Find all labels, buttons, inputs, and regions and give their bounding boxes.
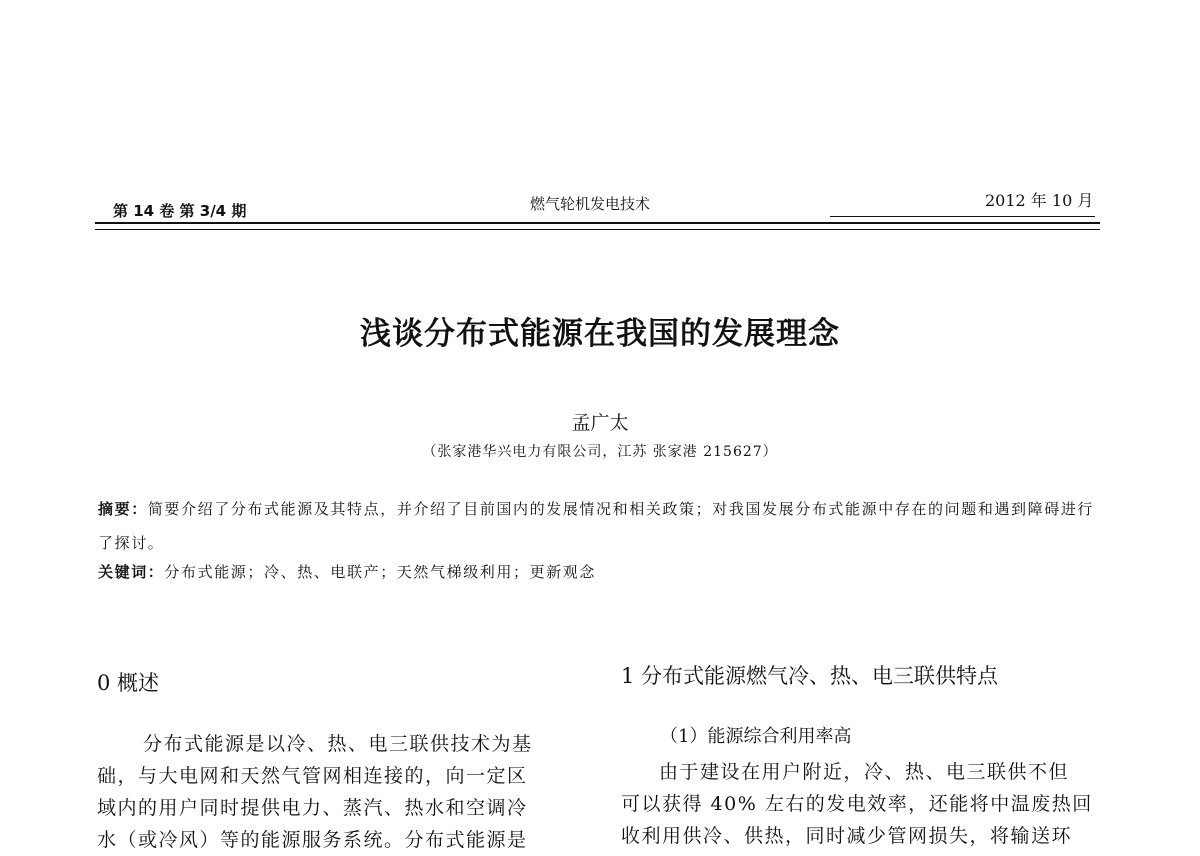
section-1-subheading: （1）能源综合利用率高	[660, 726, 852, 747]
volume-issue: 第 14 卷 第 3/4 期	[113, 202, 247, 220]
body-line: 水（或冷风）等的能源服务系统。分布式能源是	[97, 829, 528, 851]
body-line: 域内的用户同时提供电力、蒸汽、热水和空调冷	[97, 797, 528, 819]
paper-title: 浅谈分布式能源在我国的发展理念	[360, 316, 840, 352]
body-line: 收利用供冷、供热，同时减少管网损失，将输送环	[621, 825, 1073, 847]
section-0-heading: 0 概述	[97, 671, 160, 695]
header-rule-thick	[95, 222, 1100, 224]
header-rule-thin	[95, 229, 1100, 230]
abstract-text: 简要介绍了分布式能源及其特点，并介绍了目前国内的发展情况和相关政策；对我国发展分布式能源中存在的问题和遇到障碍进行了探讨。	[98, 500, 1095, 552]
section-1-body	[621, 756, 1111, 852]
author: 孟广太	[571, 412, 629, 434]
section-0-body	[97, 728, 597, 856]
keywords-label: 关键词：	[98, 563, 165, 581]
body-line: 分布式能源是以冷、热、电三联供技术为基	[143, 733, 533, 755]
body-line: 础，与大电网和天然气管网相连接的，向一定区	[97, 765, 528, 787]
header-date-rule	[830, 216, 1095, 217]
abstract-label: 摘要：	[98, 500, 148, 518]
affiliation: （张家港华兴电力有限公司，江苏 张家港 215627）	[422, 444, 778, 460]
body-line: 由于建设在用户附近，冷、热、电三联供不但	[659, 761, 1070, 783]
section-1-heading: 1 分布式能源燃气冷、热、电三联供特点	[621, 664, 999, 688]
abstract	[98, 492, 1108, 560]
journal-name: 燃气轮机发电技术	[530, 195, 651, 213]
keywords	[98, 561, 596, 582]
issue-date: 2012 年 10 月	[985, 191, 1094, 210]
body-line: 可以获得 40% 左右的发电效率，还能将中温废热回	[621, 793, 1093, 815]
keywords-text: 分布式能源；冷、热、电联产；天然气梯级利用；更新观念	[164, 563, 597, 581]
